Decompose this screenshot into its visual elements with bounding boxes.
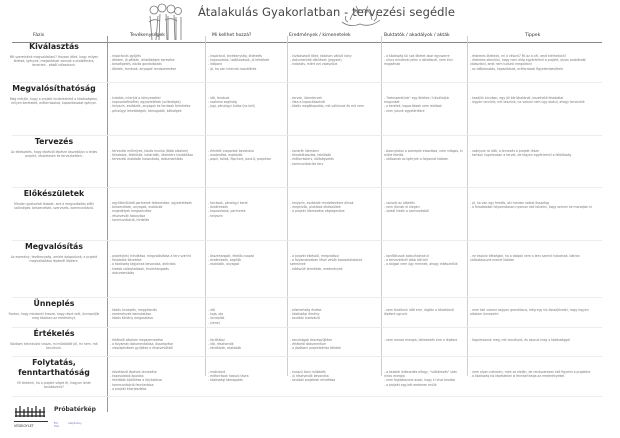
cell-line: - résztvevők toborzása [110,213,146,218]
phase-name: Folytatás, fenntarthatóság [18,358,90,377]
cell-line: - ünneplők [208,316,225,321]
phase-row [0,135,600,187]
cell-line: - nem kell valami nagyon grandiózus, elég egy kis összejövetel, hogy legyen alkalom ünnepelni [470,308,589,317]
cell-line: - projekt(ek) elindítása, megvalósítása a terv szerint [110,254,191,258]
cell-line: - közös megállapodás, mit vállalunk és mit nem [290,104,364,109]
table-cell [290,54,378,67]
table-cell [384,96,464,113]
page-title: Átalakulás Gyakorlatban - tervezési segédle [198,5,456,19]
cell-line: - helyszín [208,213,223,218]
cell-line: - beszélgetés, közös gondolkodás [110,62,162,67]
table-cell [290,149,378,166]
cell-line: - a projekt egy-két emberen múlik [384,382,437,387]
cell-line: - erőforrásterv, költségvetés [290,157,334,162]
cell-line: - meghívók, plakátok elkészültek [290,205,341,210]
cell-line: - nincs mindenki jelen a döntésnél, nem érzi magáénak [384,58,453,67]
phase-description: Az esemény, tevékenység, amiért dolgoztunk; a projekt megvalósítása lépésről lépésre. [10,255,98,264]
phase-row [0,240,600,297]
phase-cell [8,84,100,105]
table-cell [470,338,595,342]
cell-line: - idő [208,308,215,312]
phase-cell [8,137,100,158]
cell-line: - dokumentálás [110,270,134,275]
cell-line: - facilitátor [208,338,225,342]
cell-line: - kapcsolatfelvétel, egyeztetések (szükséges) [110,100,181,105]
cell-line: - önkéntesek, segítők [208,258,242,263]
animals-illustration-icon [340,2,382,28]
cell-line: - értékelő dokumentum [290,342,327,347]
cell-line: - források, pénzügyi keret [208,201,248,205]
cell-line: - beszerzések, anyagok, eszközök [110,205,163,210]
cell-line: - kiválasztott ötlet, közösen vállalt irány [290,54,352,58]
phase-description: Fontos, hogy mindenki érezze, hogy részt vett, ünnepeljük meg közösen az eredményt. [8,312,100,321]
cell-line: - a feladatokat folyamatosan nyomon kell követni, hogy semmi ne maradjon ki [470,205,592,210]
cell-line: - érintett csoportok bevonása [208,149,254,153]
cell-line: - helyszín, eszközök, anyagok és források felmérése [110,104,191,109]
cell-line: - időpont [208,62,222,67]
table-cell [208,96,284,109]
col-header-phase: Fázis [33,33,45,38]
phase-name: Megvalósítás [25,242,83,251]
cell-line: - további motiváció [290,316,320,321]
phase-cell [8,358,100,389]
table-cell [208,254,284,267]
table-cell [384,201,464,214]
cell-line: - önkéntesek [208,205,228,210]
cell-line: - a közösség túl sok ötletet akar egyszerre [384,54,450,58]
table-cell [384,370,464,387]
phase-name: Kiválasztás [29,42,79,51]
phase-description: Az elképzelés, hogy lépésről lépésre összeálljon a teljes projekt, részletesen és tervezhetően. [10,150,98,159]
cell-line: - a jövőbeni projektekhez ötletek [290,346,341,351]
cell-line: - (zene) [208,320,220,325]
cell-line: - további projektek elindítása [290,378,336,383]
table-cell [290,370,378,383]
cell-line: - feladatok, felelősök, határidők, ütemterv kialakítása [110,153,193,158]
phase-description: Mit szeretnénk megvalósítani? Hozzon ötlet, hogy milyen ötletek, igények, megoldások vannak a problémára, ismertek - ebből választunk. [9,55,99,68]
cell-line: - ötletek, jó példák, lehetőségek keresése [110,58,175,63]
cell-line: - fogalmazzuk meg, mit tanultunk, és osszuk meg a közösséggel [470,338,571,342]
table-cell [384,338,464,342]
cell-line: - a közösség tagjainak bevonása, aktivitás [110,262,176,267]
cell-line: - kapcsolatok, találkozások, jó kérdések [208,58,270,63]
cell-line: - bizonytalan a szerepek elosztása, nem világos, ki miért felelős [384,149,463,158]
cell-line: - új résztvevők bevonása [290,374,329,379]
phase-cell [8,299,100,320]
col-header-pitfalls: Buktatók / akadályok / akták [384,33,450,38]
cell-line: - közös ünneplés, megpihenés [110,308,157,312]
cell-line: - inspiráció, tevékenység, ötletelés [208,54,262,58]
cell-line: - dokumentált döntések (jegyzet) [290,58,342,63]
cell-line: - konkrét ütemterv [290,149,320,153]
logo-rule [14,421,48,422]
phase-cell [8,189,100,210]
cell-line: - a projekt ütemezése véglegesítve [290,209,345,214]
cell-line: - nem foglalkozunk azzal, hogy ki viszi tovább [384,378,456,383]
cell-line: - nem jönnek el elegen [384,205,420,210]
partner-logo-2: Alapítvány [68,422,82,425]
cell-line: - változnak az igények a folyamat közben [384,157,449,162]
cell-line: - együttműködő partnerek felkeresése, egyeztetések [110,201,192,205]
cell-line: - a keretek, kapacitások nem reálisak [384,104,442,109]
cell-line: - helyszín, eszközök rendelkezésre állnak [290,201,354,205]
partner-logo-1: Élő Falu [54,422,60,428]
table-cell [110,338,200,351]
cell-line: - hosszú távú működés [290,370,326,374]
phase-name: Tervezés [34,137,74,146]
table-cell [470,254,595,262]
cell-line: - közös élmény megosztása [110,316,153,321]
cell-line: - engedélyek megszerzése [110,209,152,214]
table-cell [384,54,464,67]
cell-line: - a folyamatokban részt vevők tapasztalatokat szereznek [290,258,362,267]
table-cell [208,54,284,71]
cell-line: - kapcsolatok, partnerek [208,209,246,214]
cell-line: - érdemes ötletelni, mi a célunk? Mi az a cél, amit elérhetünk? [470,54,567,58]
cell-line: - feladatok követése [110,258,142,263]
col-header-activities: Tevékenységek [130,33,165,38]
phase-description: Mi történik, ha a projekt véget ér, hogyan lehet továbbvinni? [17,381,91,390]
cell-line: - jó, ha van internet-hozzáférés [208,66,257,71]
table-cell [290,201,378,214]
phase-description: Meg mérjük, hogy a projekt kivitelezhető a közösségben, milyen kereteket, erőforrásokat, kapacitásokat igényel. [9,97,99,106]
col-header-needs: Mi kellhet hozzá? [212,33,252,38]
cell-line: - kérdőívek, eszközök [208,346,242,351]
cell-line: - következő lépések tervezése [110,370,157,374]
cell-line: - a projekt kiterjesztése [110,386,147,391]
table-cell [110,149,200,162]
cell-line: - kapcsolatok ápolása [110,374,144,379]
table-cell [110,96,200,113]
cell-line: - kutatás, interjúk a környezettel [110,96,161,100]
phase-description: Minden gyakorlati feladat, ami a megvalósítás előtt szükséges: beszerzések, szervezés, kommunikáció. [14,202,94,211]
phase-cell [8,42,100,68]
cell-line: - a projekt elkészül, megvalósul [290,254,339,258]
cell-line: - összehangolt, felelős csapat [208,254,254,258]
phase-cell [8,329,100,350]
cell-line: - kommunikációs terv [290,161,324,166]
cell-line: - ötletek, források, anyagok rendszerezése [110,66,177,71]
cell-line: - a folyamat dokumentálása, összegzése [110,342,174,347]
table-cell [470,149,595,157]
row-divider [12,396,602,397]
cell-line: - kezdjük kicsiben, egy jól körülhatárolt, kezelhető feladattal [470,96,564,100]
cell-line: - kommunikáció, hirdetés [110,217,150,222]
cell-line: - erőforrások hosszú távra [208,374,249,379]
phase-description: Közösen tekintsünk vissza, mi működött jól, mi nem, mit tanultunk. [10,342,98,351]
table-cell [208,149,284,162]
table-cell [470,370,595,378]
phase-name: Értékelés [33,329,75,338]
cell-line: - kisebb változtatások, finomhangolás [110,266,169,271]
cell-line: - nem olyan nehezen, mint az elején, de rendszeresen kell figyelni a projektre [470,370,591,374]
cell-line: - elismertség érzése [290,308,322,312]
phase-row [0,356,600,396]
table-cell [110,254,200,275]
phase-name: Előkészületek [23,189,85,198]
cell-line: - szánjunk rá időt, a tervezés a projekt része [470,149,539,153]
cell-line: - konfliktusok alakulhatnak ki [384,254,430,258]
cell-line: - tervezési műhelyek, közös munka (több alkalom) [110,149,189,153]
vedegylet-logo-icon [14,404,46,418]
cell-line: - pénzügyi lehetőségek, támogatók, költségek [110,108,182,113]
cell-line: - tervezési eszközök használata, dokumentálás [110,157,183,162]
table-cell [110,54,200,71]
cell-line: - jó, ha van egy felelős, aki minden szálat összefog [470,201,549,205]
cell-line: - tanulságok összegyűjtése [290,338,333,342]
org-sub: VÉDEGYLET [14,424,34,428]
table-cell [470,308,595,316]
table-cell [470,201,595,209]
table-cell [384,254,464,267]
cell-line: - feladatkiosztás, felelősök [290,153,332,158]
cell-line: - közösségi támogatás [208,378,243,383]
cell-line: - kaja, pia [208,312,224,317]
cell-line: - jogi, pénzügyi tudás (ha kell) [208,104,255,109]
cell-line: - lista a kapacitásokról [290,100,325,105]
phase-name: Megvalósíthatóság [12,84,96,93]
cell-line: - motiváció [208,370,226,374]
org-name: Próbatérkép [54,406,96,413]
table-cell [290,338,378,351]
cell-line: - indoklás, miért ezt választjuk [290,62,338,67]
cell-line: - tartsuk rugalmasan a tervet, de legyen egyértelmű a felelősség [470,153,572,158]
phase-row [0,40,600,82]
table-cell [290,254,378,271]
table-cell [110,201,200,222]
cell-line: - közösségi élmény [290,312,320,317]
cell-line: - visszajelzések gyűjtése a résztvevőktől [110,346,173,351]
cell-line: - csúszik az időzítés [384,201,415,205]
cell-line: - idő, résztvevők [208,342,234,347]
cell-line: - inspirációs gyűjtés [110,54,141,58]
cell-line: - ne essünk kétségbe, ha a dolgok nem a terv szerint haladnak, bátran változtassunk menet közben [470,254,580,263]
phase-name: Ünneplés [33,299,75,308]
cell-line: - az időbeosztás, kapacitások, erőforrások figyelembevétele [470,66,564,71]
phase-cell [8,242,100,263]
cell-line: - nem fordítunk időt erre, rögtön a következő lépésre ugrunk [384,308,454,317]
cell-line: - kommunikáció fenntartása [110,382,154,387]
col-header-tips: Tippek [525,33,541,38]
table-cell [208,201,284,218]
cell-line: - eszközök, anyagok [208,262,240,267]
table-cell [384,149,464,162]
table-cell [290,308,378,321]
cell-line: - "beleszeretünk" egy ötletbe / túlvállaljuk magunkat [384,96,450,105]
cell-line: - tervek, ütemtervek [290,96,322,100]
cell-line: - szakmai segítség [208,100,237,105]
cell-line: - moderálás, eszközök [208,153,243,158]
table-cell [470,54,595,71]
cell-line: - érdemes elkerülni, hogy nem elég egyértelmű a projekt, olyan problémát választani, amit nem tudunk megoldani [470,58,586,67]
table-cell [208,338,284,351]
table-cell [208,370,284,383]
cell-line: - a közösség kis lépésekkel is fenntarthatja az eredményeket [470,374,565,379]
cell-line: - nem jutunk egyetértésre [384,108,425,113]
cell-line: - értékelő alkalom megszervezése [110,338,163,342]
phase-row [0,82,600,135]
cell-line: - a tervezettnél több idő kell [384,258,428,263]
cell-line: - legyen tervünk, mit teszünk, ha valami nem úgy alakul, ahogy terveztük [470,100,585,105]
table-cell [384,308,464,316]
cell-line: - felelősök kijelölése a folytatásra [110,378,162,383]
phase-row [0,187,600,240]
table-cell [208,308,284,325]
cell-line: - nem marad energia, lelkesedés erre a lépésre [384,338,458,342]
phase-row [0,297,600,327]
table-cell [470,96,595,104]
cell-line: - idő, források [208,96,230,100]
table-cell [110,308,200,321]
cell-line: - papír, tollak, flipchart, post-it, projektor [208,157,272,162]
table-cell [110,370,200,391]
phase-row [0,327,600,356]
cell-line: - a dolgok nem úgy mennek, ahogy elképzeltük [384,262,458,267]
table-cell [290,96,378,109]
cell-line: - valaki kiesik a szervezésből [384,209,429,214]
cell-line: - a kezdeti lelkesedés elfogy, "sütkérezés" után nincs energia [384,370,458,379]
cell-line: - elkészült termékek, eredmények [290,266,343,271]
col-header-results: Eredmények / kimenetelek [289,33,351,38]
cell-line: - eredmények bemutatása [110,312,152,317]
